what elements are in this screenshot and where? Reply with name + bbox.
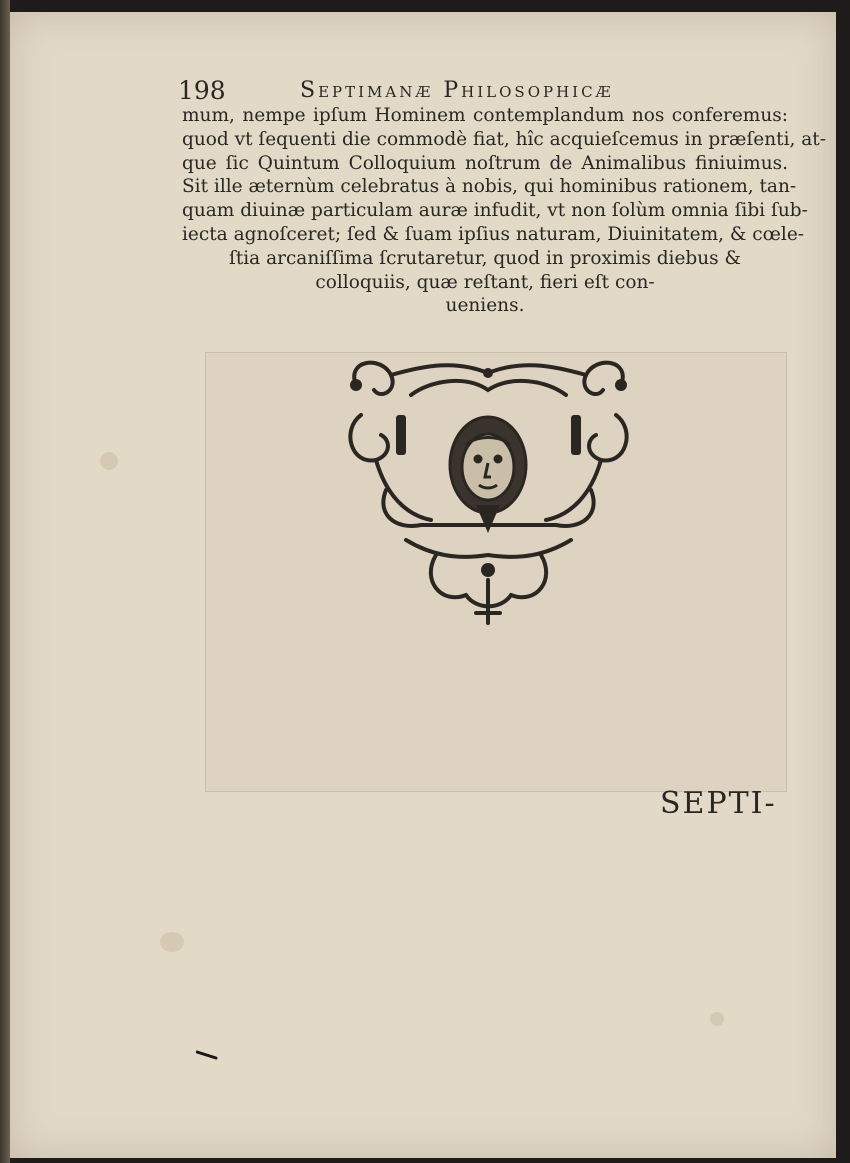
text-line: quod vt ſequenti die commodè fiat, hîc acquieſcemus in præſenti, at-	[182, 128, 826, 150]
paper-stain	[710, 1012, 724, 1026]
text-line: ſtia arcaniſſima ſcrutaretur, quod in proximis diebus &	[228, 247, 742, 269]
woodcut-head-ornament-icon	[336, 355, 641, 627]
text-line: mum, nempe ipſum Hominem contemplandum nos conferemus:	[182, 105, 788, 126]
page-header	[178, 76, 788, 106]
text-line: ueniens.	[445, 295, 525, 317]
text-line: colloquiis, quæ reſtant, fieri eſt con-	[315, 271, 655, 293]
page-edge	[0, 0, 10, 1163]
ink-mark-icon	[196, 1050, 218, 1060]
running-title: Septimanæ Philosophicæ	[300, 78, 614, 103]
paper-stain	[100, 452, 118, 470]
text-line: iecta agnoſceret; ſed & ſuam ipſius naturam, Diuinitatem, & cœle-	[182, 223, 805, 245]
catchword: SEPTI-	[660, 786, 777, 821]
body-text	[182, 104, 826, 318]
text-line: quam diuinæ particulam auræ infudit, vt non ſolùm omnia ſibi ſub-	[182, 200, 808, 222]
text-line: que ſic Quintum Colloquium noſtrum de Animalibus finiuimus.	[182, 152, 788, 174]
text-line: Sit ille æternùm celebratus à nobis, qui hominibus rationem, tan-	[182, 176, 797, 198]
paper-stain	[160, 932, 184, 952]
page-number: 198	[178, 76, 226, 105]
